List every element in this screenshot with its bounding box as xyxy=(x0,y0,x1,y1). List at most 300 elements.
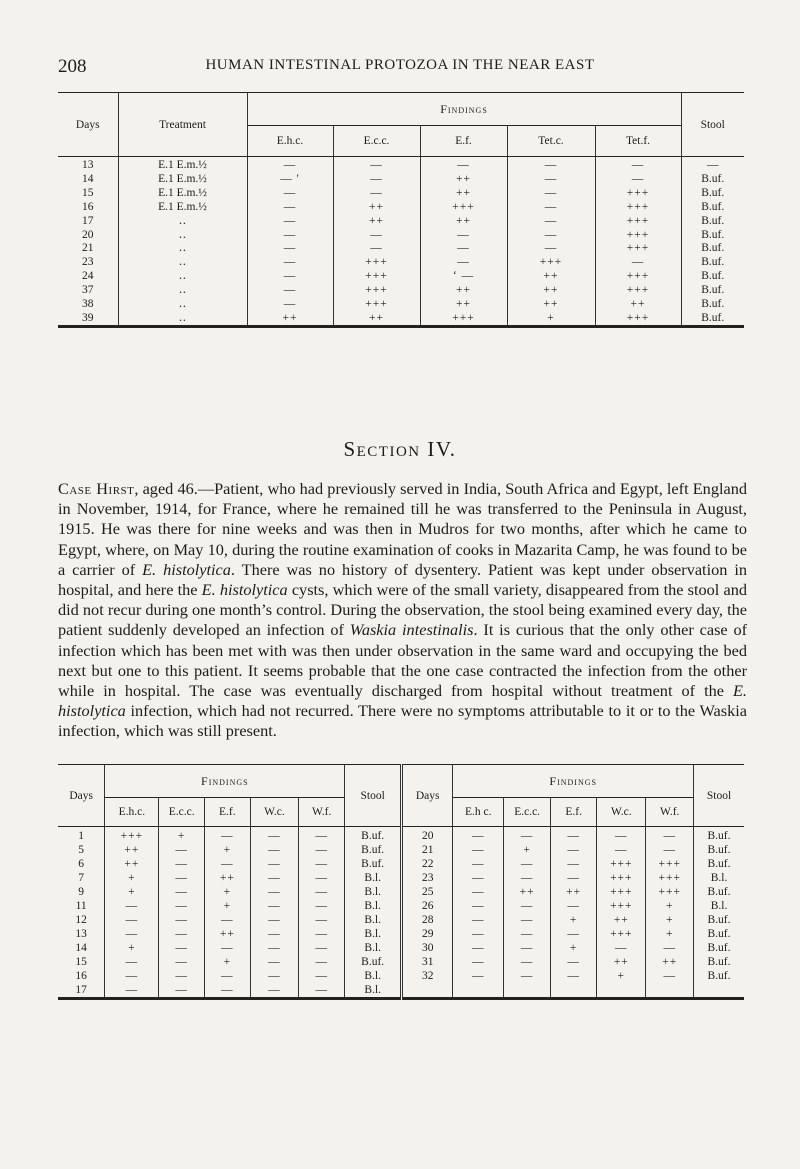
cell-ecc: — xyxy=(159,857,204,871)
cell-ecc: + xyxy=(504,843,551,857)
column-header: W.f. xyxy=(646,798,694,827)
cell-ehc: + xyxy=(105,941,159,955)
cell-ef: — xyxy=(420,157,507,173)
cell-wc: — xyxy=(250,969,298,983)
cell-wc: — xyxy=(250,885,298,899)
cell-day: 29 xyxy=(402,927,453,941)
cell-stool: B.uf. xyxy=(694,969,744,983)
cell-wc: — xyxy=(597,941,646,955)
table-row xyxy=(58,913,744,927)
cell-day: 5 xyxy=(78,843,85,856)
column-header: E.h.c. xyxy=(247,126,333,157)
cell-stool: B.uf. xyxy=(694,927,744,941)
cell-ehc: — xyxy=(105,899,159,913)
table-row xyxy=(58,885,744,899)
cell-ehc: — xyxy=(247,187,333,201)
cell-ehc: + xyxy=(105,885,159,899)
cell-wf: — xyxy=(299,983,345,999)
cell-wc: — xyxy=(250,843,298,857)
days-header: Days xyxy=(58,93,118,157)
cell-ef: — xyxy=(204,857,250,871)
cell-ef: +++ xyxy=(420,201,507,215)
cell-ehc: — xyxy=(247,284,333,298)
cell-stool: B.l. xyxy=(345,871,402,885)
cell-wf: +++ xyxy=(646,885,694,899)
cell-ef: +++ xyxy=(420,311,507,326)
cell-ehc: — xyxy=(453,871,504,885)
cell-day: 16 xyxy=(75,969,87,982)
column-header: E.f. xyxy=(420,126,507,157)
cell-ef: + xyxy=(551,913,597,927)
cell-stool: B.uf. xyxy=(694,955,744,969)
cell-ehc: — xyxy=(105,927,159,941)
cell-ef: — xyxy=(204,913,250,927)
cell-wf: — xyxy=(646,969,694,983)
cell-ef: — xyxy=(551,857,597,871)
cell-stool: B.uf. xyxy=(345,843,402,857)
cell-ecc: — xyxy=(159,983,204,999)
cell-wf: + xyxy=(646,913,694,927)
cell-ef: — xyxy=(204,941,250,955)
cell-day: 12 xyxy=(75,913,87,926)
cell-wc: — xyxy=(250,871,298,885)
cell-treatment: ‥ xyxy=(118,214,247,228)
cell-ecc: — xyxy=(159,955,204,969)
table-row xyxy=(58,173,744,187)
cell-stool: B.uf. xyxy=(694,913,744,927)
days-header: Days xyxy=(402,765,453,827)
cell-stool: B.uf. xyxy=(694,885,744,899)
cell-ecc: — xyxy=(159,941,204,955)
cell-ehc: — xyxy=(247,270,333,284)
cell-stool: B.uf. xyxy=(681,187,744,201)
cell-ehc: +++ xyxy=(105,827,159,844)
italic-term: E. histolytica xyxy=(58,681,747,721)
cell-ef xyxy=(551,983,597,999)
cell-wf: +++ xyxy=(646,871,694,885)
cell-tetc: — xyxy=(507,201,595,215)
cell-day: 20 xyxy=(82,228,94,241)
cell-ecc: — xyxy=(159,913,204,927)
cell-wc: +++ xyxy=(597,857,646,871)
cell-ehc: — xyxy=(453,955,504,969)
case-paragraph xyxy=(58,479,747,742)
cell-day: 37 xyxy=(82,284,94,297)
cell-stool: B.l. xyxy=(345,969,402,983)
cell-day: 23 xyxy=(402,871,453,885)
cell-ecc: — xyxy=(333,242,420,256)
italic-term: E. histolytica xyxy=(201,580,288,600)
cell-stool: B.uf. xyxy=(694,827,744,844)
cell-ecc: + xyxy=(159,827,204,844)
cell-tetf: +++ xyxy=(595,187,681,201)
cell-ehc: — xyxy=(247,228,333,242)
table-row xyxy=(58,899,744,913)
cell-day: 9 xyxy=(78,885,85,898)
daily-findings-table xyxy=(58,764,744,1000)
cell-ehc: — xyxy=(453,857,504,871)
cell-ef: — xyxy=(551,969,597,983)
cell-stool xyxy=(694,983,744,999)
column-header: Tet.c. xyxy=(507,126,595,157)
cell-day: 13 xyxy=(75,927,87,940)
cell-stool: B.uf. xyxy=(681,173,744,187)
cell-day: 32 xyxy=(402,969,453,983)
column-header: E.f. xyxy=(204,798,250,827)
cell-tetc: — xyxy=(507,173,595,187)
cell-ef: — xyxy=(204,969,250,983)
cell-ef: — xyxy=(204,983,250,999)
cell-ecc: ++ xyxy=(333,214,420,228)
column-header: E.f. xyxy=(551,798,597,827)
cell-tetf: +++ xyxy=(595,214,681,228)
cell-day: 6 xyxy=(78,857,85,870)
cell-treatment: E.1 E.m.½ xyxy=(118,173,247,187)
cell-ef: + xyxy=(204,885,250,899)
cell-ehc: — xyxy=(247,157,333,173)
cell-ehc: — xyxy=(105,969,159,983)
cell-wc: — xyxy=(250,955,298,969)
cell-day: 11 xyxy=(75,899,87,912)
cell-day: 30 xyxy=(402,941,453,955)
cell-wc xyxy=(597,983,646,999)
column-header: E.h c. xyxy=(453,798,504,827)
cell-ehc: — xyxy=(453,827,504,844)
cell-ecc: — xyxy=(159,969,204,983)
table-row xyxy=(58,843,744,857)
cell-stool: B.l. xyxy=(694,871,744,885)
column-header: E.h.c. xyxy=(105,798,159,827)
cell-ecc: +++ xyxy=(333,270,420,284)
cell-stool: B.uf. xyxy=(681,311,744,326)
paragraph-text: . It is curious that the only other case of infection which has been met with was then under observation in the same ward and occupying the bed next but one to this patient. It seems probable that the one case contracted the infection from the other while in hospital. The case was eventually discharged from hospital without treatment of the xyxy=(58,620,748,701)
cell-ef: — xyxy=(551,899,597,913)
cell-wf: + xyxy=(646,927,694,941)
cell-day: 15 xyxy=(82,187,94,200)
cell-stool: B.uf. xyxy=(694,843,744,857)
cell-ehc: — xyxy=(453,913,504,927)
italic-term: Waskia intestinalis xyxy=(349,620,474,640)
cell-day: 7 xyxy=(78,871,85,884)
cell-ehc: ++ xyxy=(247,311,333,326)
cell-ehc: — xyxy=(247,201,333,215)
cell-ef: ++ xyxy=(420,214,507,228)
cell-wf: + xyxy=(646,899,694,913)
cell-ef: + xyxy=(551,941,597,955)
table-row xyxy=(58,969,744,983)
cell-ehc: ++ xyxy=(105,857,159,871)
cell-ecc xyxy=(504,983,551,999)
cell-tetf: +++ xyxy=(595,228,681,242)
column-header: Tet.f. xyxy=(595,126,681,157)
cell-wf: — xyxy=(299,827,345,844)
table-row xyxy=(58,214,744,228)
cell-wc: +++ xyxy=(597,871,646,885)
cell-ecc: — xyxy=(504,969,551,983)
cell-wf: — xyxy=(299,941,345,955)
cell-ecc: — xyxy=(504,927,551,941)
cell-ef: ++ xyxy=(420,187,507,201)
cell-stool: B.uf. xyxy=(681,270,744,284)
cell-ehc: — xyxy=(453,969,504,983)
table-row xyxy=(58,311,744,326)
cell-day: 22 xyxy=(402,857,453,871)
cell-stool: B.uf. xyxy=(694,941,744,955)
column-header: E.c.c. xyxy=(504,798,551,827)
cell-wc: ++ xyxy=(597,955,646,969)
cell-wf: — xyxy=(299,955,345,969)
cell-wf: — xyxy=(299,885,345,899)
cell-ef: + xyxy=(204,955,250,969)
cell-day: 23 xyxy=(82,256,94,269)
cell-wc: +++ xyxy=(597,885,646,899)
column-header: E.c.c. xyxy=(159,798,204,827)
cell-ecc: +++ xyxy=(333,297,420,311)
cell-ecc: ++ xyxy=(333,311,420,326)
cell-wf: — xyxy=(299,899,345,913)
cell-stool: B.uf. xyxy=(345,955,402,969)
cell-wc: — xyxy=(250,927,298,941)
cell-wc: — xyxy=(250,913,298,927)
cell-ehc: — xyxy=(453,885,504,899)
cell-ecc: — xyxy=(159,871,204,885)
cell-wf: — xyxy=(299,927,345,941)
paragraph-text: infection, which had not recurred. There were no symptoms attributable to it or to the Waskia infection, which was still present. xyxy=(58,701,747,741)
cell-ecc: — xyxy=(333,187,420,201)
cell-treatment: ‥ xyxy=(118,284,247,298)
cell-ehc: — xyxy=(247,297,333,311)
cell-ecc: — xyxy=(333,228,420,242)
cell-ehc: — xyxy=(453,941,504,955)
cell-day: 39 xyxy=(82,311,94,324)
cell-ef: ++ xyxy=(551,885,597,899)
cell-day: 15 xyxy=(75,955,87,968)
treatment-table-body xyxy=(58,157,744,327)
cell-day: 28 xyxy=(402,913,453,927)
cell-day xyxy=(402,983,453,999)
findings-header: Findings xyxy=(247,93,681,126)
table-row xyxy=(58,955,744,969)
cell-stool: B.l. xyxy=(345,927,402,941)
cell-stool: B.uf. xyxy=(681,284,744,298)
cell-tetf: — xyxy=(595,256,681,270)
cell-wf: — xyxy=(299,843,345,857)
cell-ef: — xyxy=(420,256,507,270)
cell-ecc: — xyxy=(504,857,551,871)
cell-ehc: — xyxy=(105,955,159,969)
cell-ef: — xyxy=(551,871,597,885)
cell-wf: — xyxy=(299,871,345,885)
cell-ecc: — xyxy=(504,955,551,969)
cell-ehc: — xyxy=(247,242,333,256)
table-row xyxy=(58,927,744,941)
cell-ef: — xyxy=(551,955,597,969)
cell-ehc: — xyxy=(247,256,333,270)
cell-ecc: +++ xyxy=(333,256,420,270)
cell-treatment: E.1 E.m.½ xyxy=(118,157,247,173)
cell-tetf: +++ xyxy=(595,201,681,215)
cell-wc: — xyxy=(597,843,646,857)
cell-wf: ++ xyxy=(646,955,694,969)
cell-ecc: — xyxy=(159,843,204,857)
cell-ecc: — xyxy=(333,157,420,173)
cell-wf: — xyxy=(646,827,694,844)
cell-ecc: — xyxy=(504,871,551,885)
cell-ef: ++ xyxy=(420,173,507,187)
cell-wc: +++ xyxy=(597,899,646,913)
daily-table-body xyxy=(58,827,744,999)
paragraph-text: cysts, which were of the small variety, disappeared from the stool and did not recur during one month’s control. During the observation, the stool being examined every day, the patient suddenly developed an infection of xyxy=(58,580,747,640)
cell-tetc: ++ xyxy=(507,297,595,311)
cell-wf: — xyxy=(299,969,345,983)
cell-tetc: — xyxy=(507,157,595,173)
table-row xyxy=(58,157,744,173)
cell-stool: B.l. xyxy=(345,913,402,927)
cell-wf: — xyxy=(299,913,345,927)
cell-day: 17 xyxy=(75,983,87,996)
cell-tetf: — xyxy=(595,157,681,173)
cell-stool: B.uf. xyxy=(681,201,744,215)
cell-ecc: — xyxy=(504,827,551,844)
cell-wc: + xyxy=(597,969,646,983)
cell-stool: B.uf. xyxy=(681,256,744,270)
cell-ef: — xyxy=(551,927,597,941)
cell-treatment: E.1 E.m.½ xyxy=(118,187,247,201)
cell-tetc: — xyxy=(507,228,595,242)
cell-wc: — xyxy=(250,857,298,871)
cell-day: 38 xyxy=(82,297,94,310)
column-header: W.c. xyxy=(597,798,646,827)
cell-day: 21 xyxy=(82,242,94,255)
cell-ehc: — xyxy=(453,899,504,913)
cell-stool: B.uf. xyxy=(345,827,402,844)
column-header: E.c.c. xyxy=(333,126,420,157)
cell-tetc: — xyxy=(507,187,595,201)
cell-ecc: — xyxy=(504,899,551,913)
treatment-header: Treatment xyxy=(118,93,247,157)
cell-wc: — xyxy=(250,941,298,955)
cell-ecc: ++ xyxy=(333,201,420,215)
cell-day: 16 xyxy=(82,200,94,213)
cell-ef: — xyxy=(204,827,250,844)
cell-day: 13 xyxy=(82,159,94,172)
cell-ef: — xyxy=(420,228,507,242)
cell-treatment: ‥ xyxy=(118,311,247,326)
paragraph-text: . There was no history of dysentery. Patient was kept under observation in hospital, and here the xyxy=(58,559,747,600)
days-header: Days xyxy=(58,765,105,827)
cell-ehc: — xyxy=(453,843,504,857)
cell-ef: + xyxy=(204,843,250,857)
cell-wc: ++ xyxy=(597,913,646,927)
cell-ef: — xyxy=(551,827,597,844)
cell-treatment: ‥ xyxy=(118,242,247,256)
findings-header: Findings xyxy=(453,765,694,798)
stool-header: Stool xyxy=(694,765,744,827)
cell-stool: B.uf. xyxy=(681,214,744,228)
cell-ef: — xyxy=(551,843,597,857)
cell-ehc: ++ xyxy=(105,843,159,857)
cell-day: 24 xyxy=(82,270,94,283)
cell-stool: B.l. xyxy=(345,941,402,955)
cell-wc: — xyxy=(597,827,646,844)
column-header: W.f. xyxy=(299,798,345,827)
cell-stool: B.l. xyxy=(345,899,402,913)
cell-ecc: — xyxy=(504,941,551,955)
cell-ef: ++ xyxy=(420,284,507,298)
cell-tetc: — xyxy=(507,214,595,228)
cell-tetc: — xyxy=(507,242,595,256)
table-row xyxy=(58,857,744,871)
cell-tetc: + xyxy=(507,311,595,326)
cell-tetf: +++ xyxy=(595,242,681,256)
cell-tetf: +++ xyxy=(595,284,681,298)
cell-ecc: +++ xyxy=(333,284,420,298)
cell-stool: B.uf. xyxy=(681,297,744,311)
cell-wf xyxy=(646,983,694,999)
cell-stool: B.l. xyxy=(345,983,402,999)
cell-wc: +++ xyxy=(597,927,646,941)
cell-tetf: +++ xyxy=(595,270,681,284)
cell-ehc: — ' xyxy=(247,173,333,187)
cell-treatment: ‥ xyxy=(118,256,247,270)
cell-tetf: ++ xyxy=(595,297,681,311)
cell-wf: +++ xyxy=(646,857,694,871)
cell-stool: — xyxy=(681,157,744,173)
cell-tetf: +++ xyxy=(595,311,681,326)
table-row xyxy=(58,256,744,270)
table-row xyxy=(58,242,744,256)
cell-treatment: ‥ xyxy=(118,270,247,284)
cell-ecc: ++ xyxy=(504,885,551,899)
cell-tetc: ++ xyxy=(507,284,595,298)
cell-treatment: E.1 E.m.½ xyxy=(118,201,247,215)
cell-ehc: — xyxy=(453,927,504,941)
cell-ef: ‘ — xyxy=(420,270,507,284)
cell-ehc xyxy=(453,983,504,999)
cell-day: 20 xyxy=(402,827,453,844)
cell-stool: B.l. xyxy=(694,899,744,913)
table-row xyxy=(58,284,744,298)
table-row xyxy=(58,201,744,215)
cell-treatment: ‥ xyxy=(118,297,247,311)
cell-day: 31 xyxy=(402,955,453,969)
table-row xyxy=(58,827,744,844)
cell-ef: ++ xyxy=(420,297,507,311)
cell-tetc: +++ xyxy=(507,256,595,270)
table-row xyxy=(58,270,744,284)
table-row xyxy=(58,871,744,885)
treatment-findings-table xyxy=(58,92,744,328)
cell-ecc: — xyxy=(159,885,204,899)
section-title: Section IV. xyxy=(343,437,457,461)
cell-ecc: — xyxy=(333,173,420,187)
running-head: HUMAN INTESTINAL PROTOZOA IN THE NEAR EAST xyxy=(205,57,595,73)
cell-ehc: — xyxy=(105,913,159,927)
cell-day: 21 xyxy=(402,843,453,857)
cell-tetf: — xyxy=(595,173,681,187)
cell-ehc: — xyxy=(247,214,333,228)
column-header: W.c. xyxy=(250,798,298,827)
cell-day: 25 xyxy=(402,885,453,899)
cell-wf: — xyxy=(646,843,694,857)
cell-tetc: ++ xyxy=(507,270,595,284)
cell-ecc: — xyxy=(504,913,551,927)
table-row xyxy=(58,941,744,955)
table-row xyxy=(58,187,744,201)
cell-stool: B.uf. xyxy=(681,228,744,242)
cell-day: 26 xyxy=(402,899,453,913)
cell-wf: — xyxy=(299,857,345,871)
